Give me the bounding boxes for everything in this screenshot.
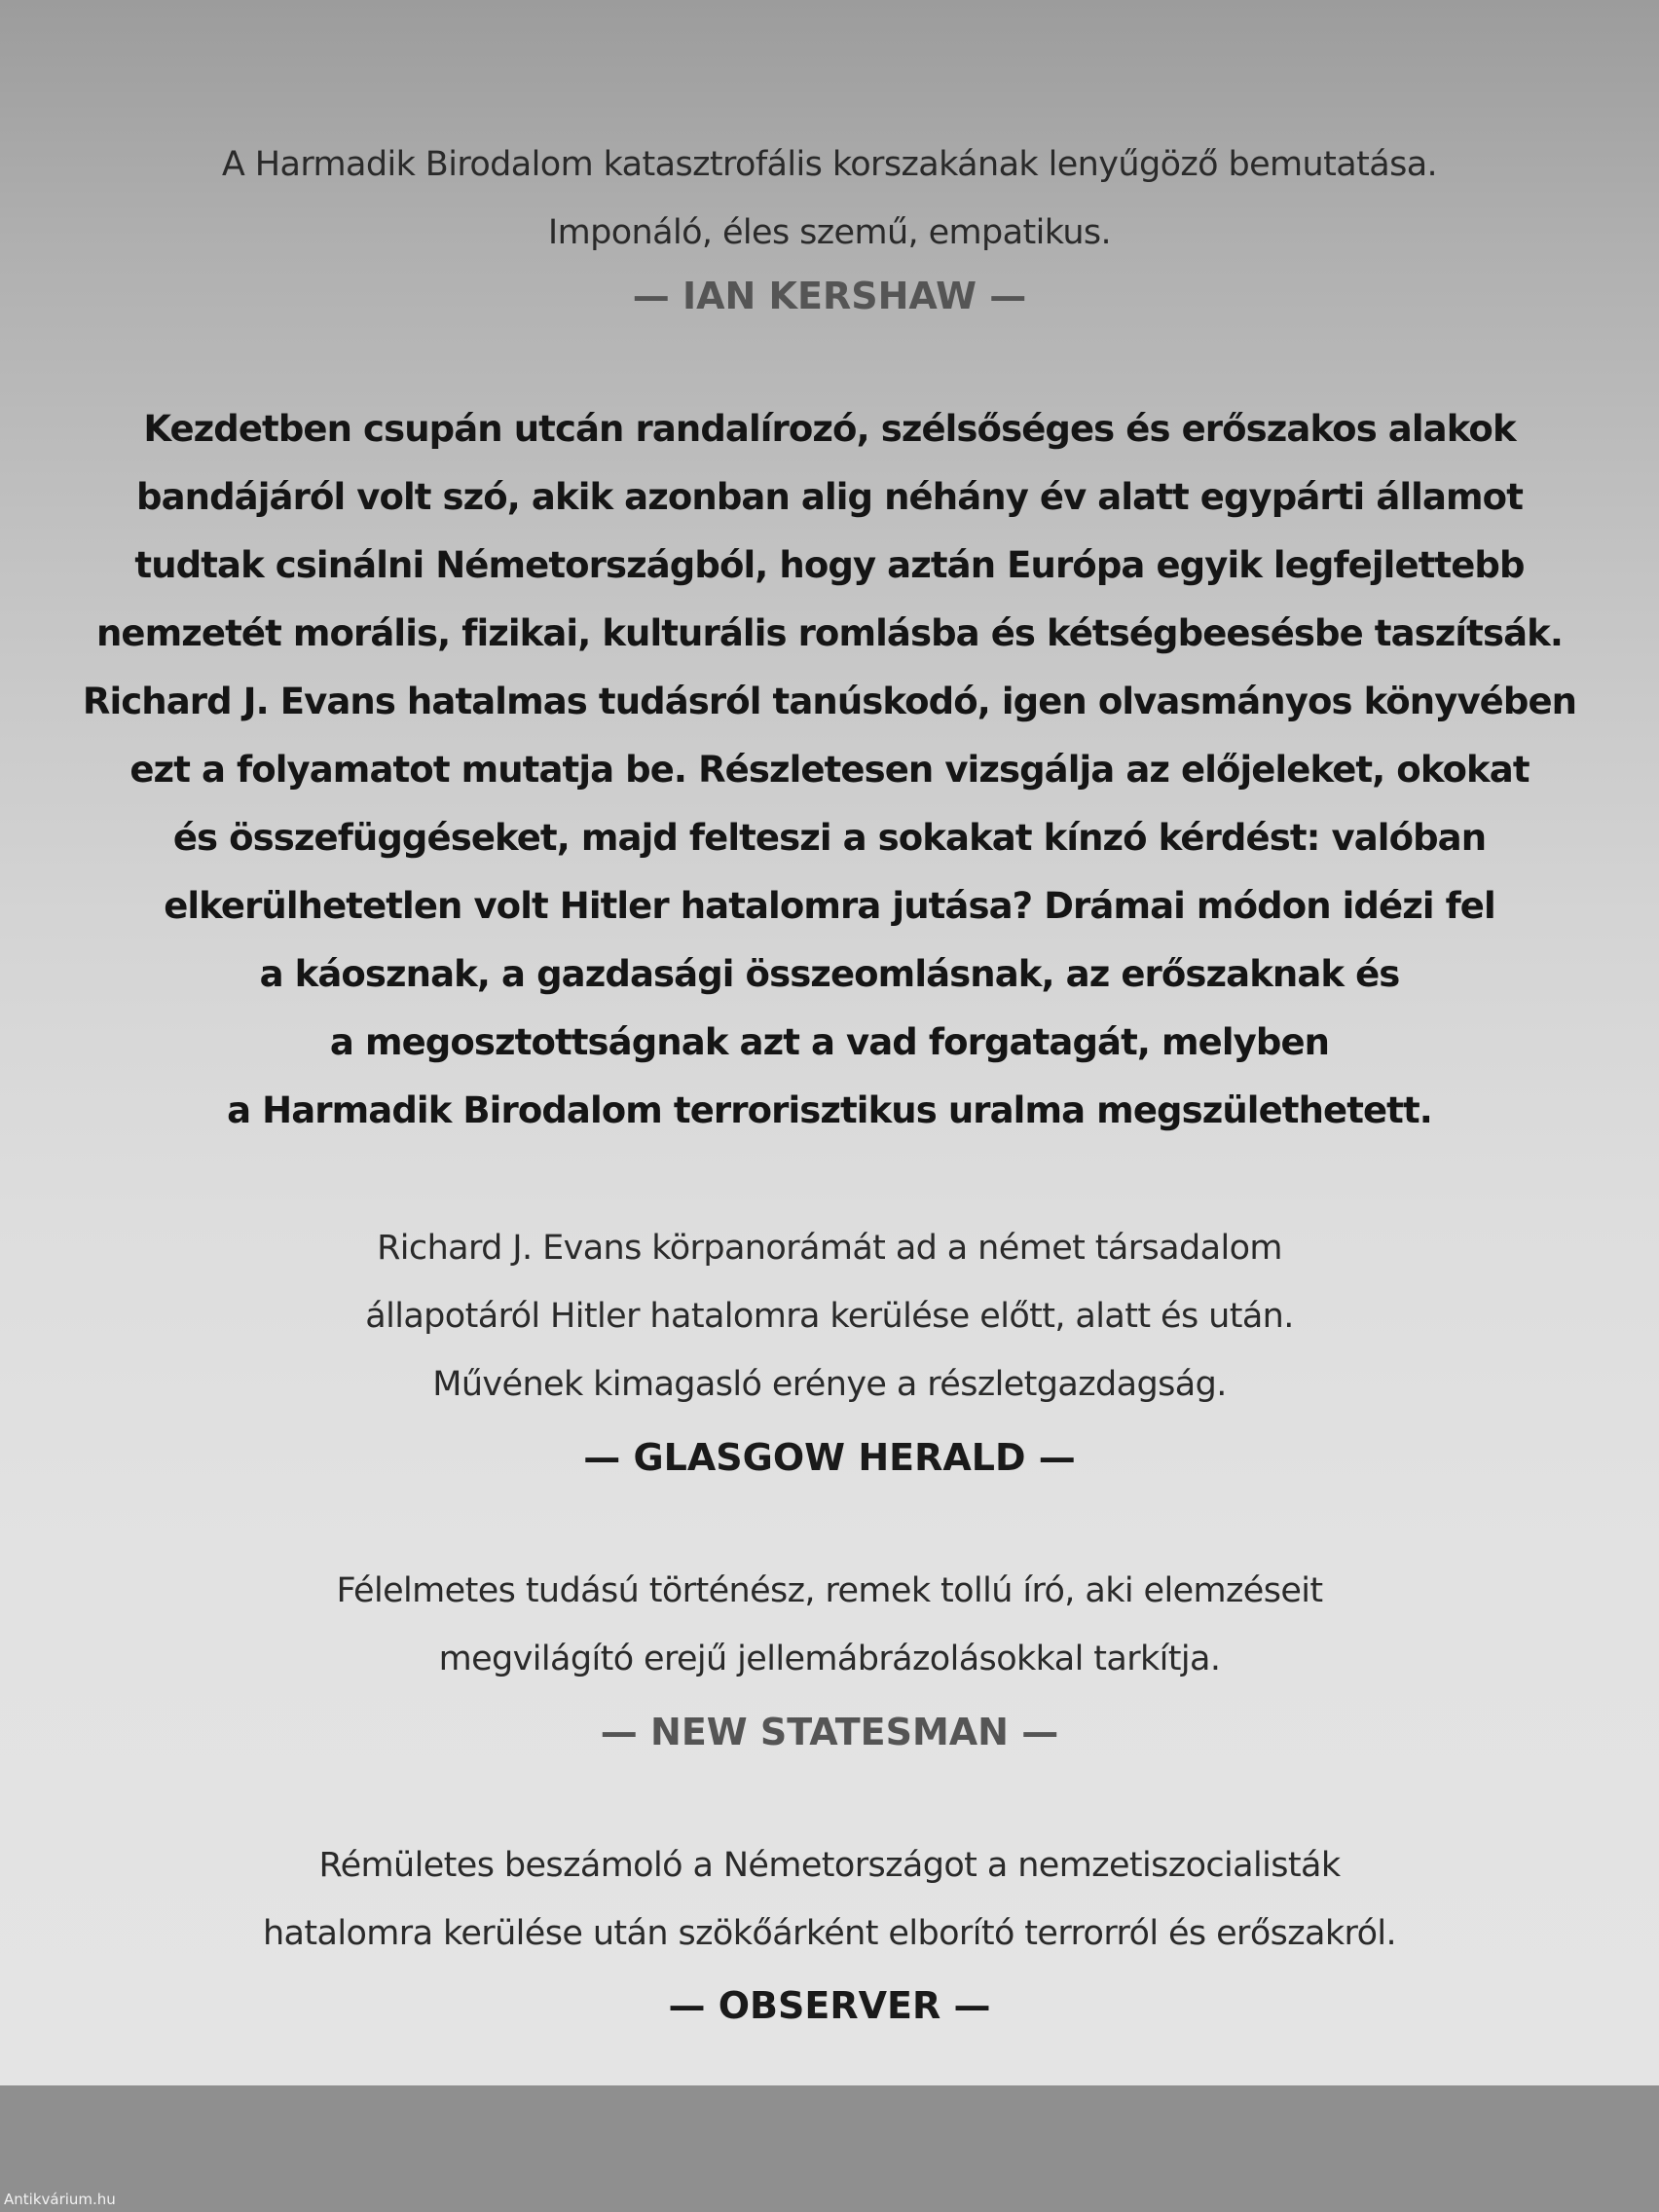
quote-new-statesman	[0, 1557, 1659, 1693]
blurb-line: nemzetét morális, fizikai, kulturális romlásba és kétségbeesésbe taszítsák.	[95, 612, 1564, 654]
blurb-line: tudtak csinálni Németországból, hogy aztán Európa egyik legfejlettebb	[134, 544, 1525, 586]
blurb-line: ezt a folyamatot mutatja be. Részletesen vizsgálja az előjeleket, okokat	[129, 749, 1530, 791]
quote-line: A Harmadik Birodalom katasztrofális korszakának lenyűgöző bemutatása.	[221, 145, 1438, 184]
blurb-line: és összefüggéseket, majd felteszi a sokakat kínzó kérdést: valóban	[172, 817, 1487, 859]
quote-line: Rémületes beszámoló a Németországot a nemzetiszocialisták	[318, 1846, 1341, 1885]
attribution-glasgow-herald: — GLASGOW HERALD —	[583, 1436, 1076, 1479]
blurb-line: Richard J. Evans hatalmas tudásról tanúskodó, igen olvasmányos könyvében	[82, 681, 1577, 722]
attribution-new-statesman: — NEW STATESMAN —	[600, 1711, 1059, 1753]
blurb-line: a Harmadik Birodalom terrorisztikus uralma megszülethetett.	[227, 1089, 1432, 1131]
quote-line: Imponáló, éles szemű, empatikus.	[547, 213, 1112, 252]
bottom-band	[0, 2085, 1659, 2212]
quote-line: hatalomra kerülése után szökőárként elborító terrorról és erőszakról.	[262, 1914, 1397, 1953]
quote-line: megvilágító erejű jellemábrázolásokkal tarkítja.	[438, 1640, 1221, 1678]
blurb-line: a káosznak, a gazdasági összeomlásnak, az erőszaknak és	[259, 953, 1400, 995]
quote-line: Félelmetes tudású történész, remek tollú író, aki elemzéseit	[336, 1571, 1323, 1610]
blurb-line: bandájáról volt szó, akik azonban alig néhány év alatt egypárti államot	[136, 476, 1523, 518]
main-blurb	[0, 395, 1659, 1145]
quote-line: Művének kimagasló erénye a részletgazdagság.	[432, 1365, 1227, 1404]
quote-line: Richard J. Evans körpanorámát ad a német társadalom	[377, 1229, 1282, 1268]
attribution-observer: — OBSERVER —	[668, 1984, 991, 2027]
blurb-line: Kezdetben csupán utcán randalírozó, szélsőséges és erőszakos alakok	[143, 408, 1516, 450]
blurb-line: a megosztottságnak azt a vad forgatagát, melyben	[329, 1021, 1330, 1063]
quote-observer	[0, 1831, 1659, 1968]
blurb-line: elkerülhetetlen volt Hitler hatalomra jutása? Drámai módon idézi fel	[164, 885, 1495, 927]
quote-glasgow-herald	[0, 1214, 1659, 1419]
attribution-kershaw: — IAN KERSHAW —	[632, 275, 1027, 317]
watermark-text: Antikvárium.hu	[4, 2191, 116, 2208]
quote-line: állapotáról Hitler hatalomra kerülése előtt, alatt és után.	[365, 1297, 1294, 1336]
quote-kershaw	[0, 130, 1659, 267]
